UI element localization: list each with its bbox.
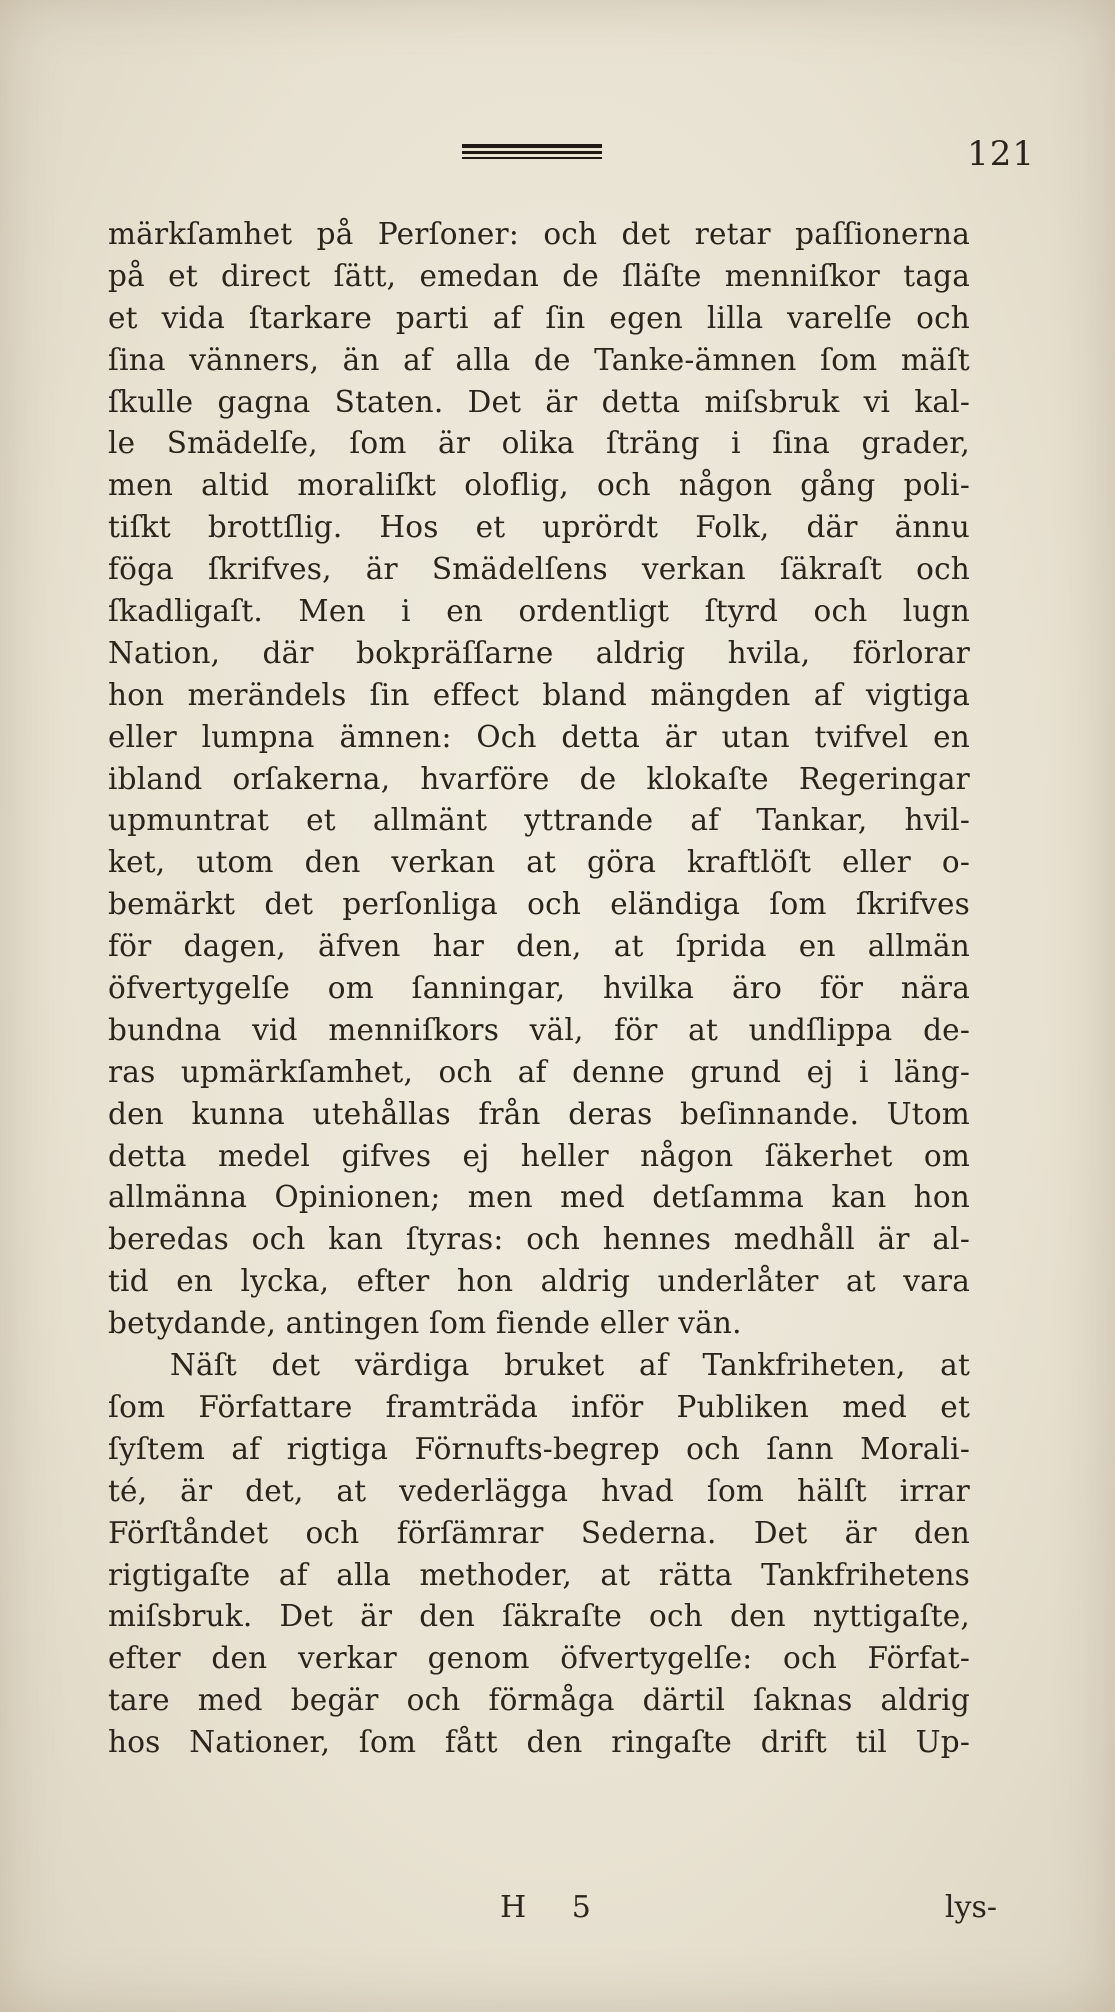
text-line: Förſtåndet och förſämrar Sederna. Det är den [108,1515,970,1550]
text-line: rigtigaſte af alla methoder, at rätta Tankfrihetens [108,1557,970,1592]
text-line: et vida ſtarkare parti af ſin egen lilla varelſe och [108,300,970,335]
text-line: märkſamhet på Perſoner: och det retar paſſionerna [108,217,970,251]
text-line: tare med begär och förmåga därtil ſaknas aldrig [108,1683,970,1718]
text-line: hos Nationer, ſom fått den ringaſte drift til Up- [108,1725,970,1760]
page-header [0,128,1115,174]
text-line: på et direct ſätt, emedan de ſläſte menniſkor taga [108,258,970,293]
page-number: 121 [967,134,1035,174]
text-line: ſkulle gagna Staten. Det är detta miſsbruk vi kal- [108,384,970,419]
signature-mark: H 5 [500,1890,609,1925]
text-line: beredas och kan ſtyras: och hennes medhåll är al- [108,1222,970,1257]
text-line: ſyſtem af rigtiga Förnufts-begrep och ſann Morali- [108,1431,970,1466]
header-ornament-rule [462,144,602,162]
text-line: ras upmärkſamhet, och af denne grund ej i läng- [108,1054,970,1089]
text-line: bemärkt det perſonliga och eländiga ſom ſkrifves [108,887,970,922]
body-text [108,214,970,1764]
text-line: miſsbruk. Det är den ſäkraſte och den nyttigaſte, [108,1599,970,1634]
text-line: detta medel gifves ej heller någon ſäkerhet om [108,1138,970,1173]
paragraph-end-line: betydande, antingen ſom fiende eller vän. [108,1306,742,1341]
text-line: föga ſkrifves, är Smädelſens verkan ſäkraſt och [108,552,970,587]
text-line: hon merändels ſin effect bland mängden af vigtiga [108,677,970,712]
text-line: ſina vänners, än af alla de Tanke-ämnen ſom mäſt [108,342,970,377]
text-line: ſom Författare framträda inför Publiken med et [108,1389,970,1424]
paragraph-start-line: Näſt det värdiga bruket af Tankfriheten, at [170,1348,970,1383]
text-line: ket, utom den verkan at göra kraftlöſt eller o- [108,845,970,880]
text-line: ibland orſakerna, hvarföre de klokaſte Regeringar [108,761,970,796]
text-line: den kunna utehållas från deras beſinnande. Utom [108,1096,970,1131]
page-footer [0,1890,1115,1940]
text-line: eller lumpna ämnen: Och detta är utan tvifvel en [108,719,970,754]
text-line: ſkadligaſt. Men i en ordentligt ſtyrd och lugn [108,594,970,629]
text-line: efter den verkar genom öfvertygelſe: och Förfat- [108,1641,970,1676]
text-line: men altid moraliſkt oloflig, och någon gång poli- [108,468,970,503]
text-line: tid en lycka, efter hon aldrig underlåter at vara [108,1264,970,1299]
text-line: le Smädelſe, ſom är olika ſträng i ſina grader, [108,426,970,461]
text-line: tiſkt brottſlig. Hos et uprördt Folk, där ännu [108,510,970,545]
text-line: upmuntrat et allmänt yttrande af Tankar, hvil- [108,803,970,838]
text-line: Nation, där bokpräſſarne aldrig hvila, förlorar [108,635,970,670]
text-line: té, är det, at vederlägga hvad ſom hälſt irrar [108,1473,970,1508]
text-line: allmänna Opinionen; men med detſamma kan hon [108,1180,970,1215]
text-line: öfvertygelſe om ſanningar, hvilka äro för nära [108,971,970,1006]
text-line: för dagen, äfven har den, at ſprida en allmän [108,929,970,964]
text-line: bundna vid menniſkors väl, för at undſlippa de- [108,1012,970,1047]
catchword: lys- [944,1890,997,1925]
